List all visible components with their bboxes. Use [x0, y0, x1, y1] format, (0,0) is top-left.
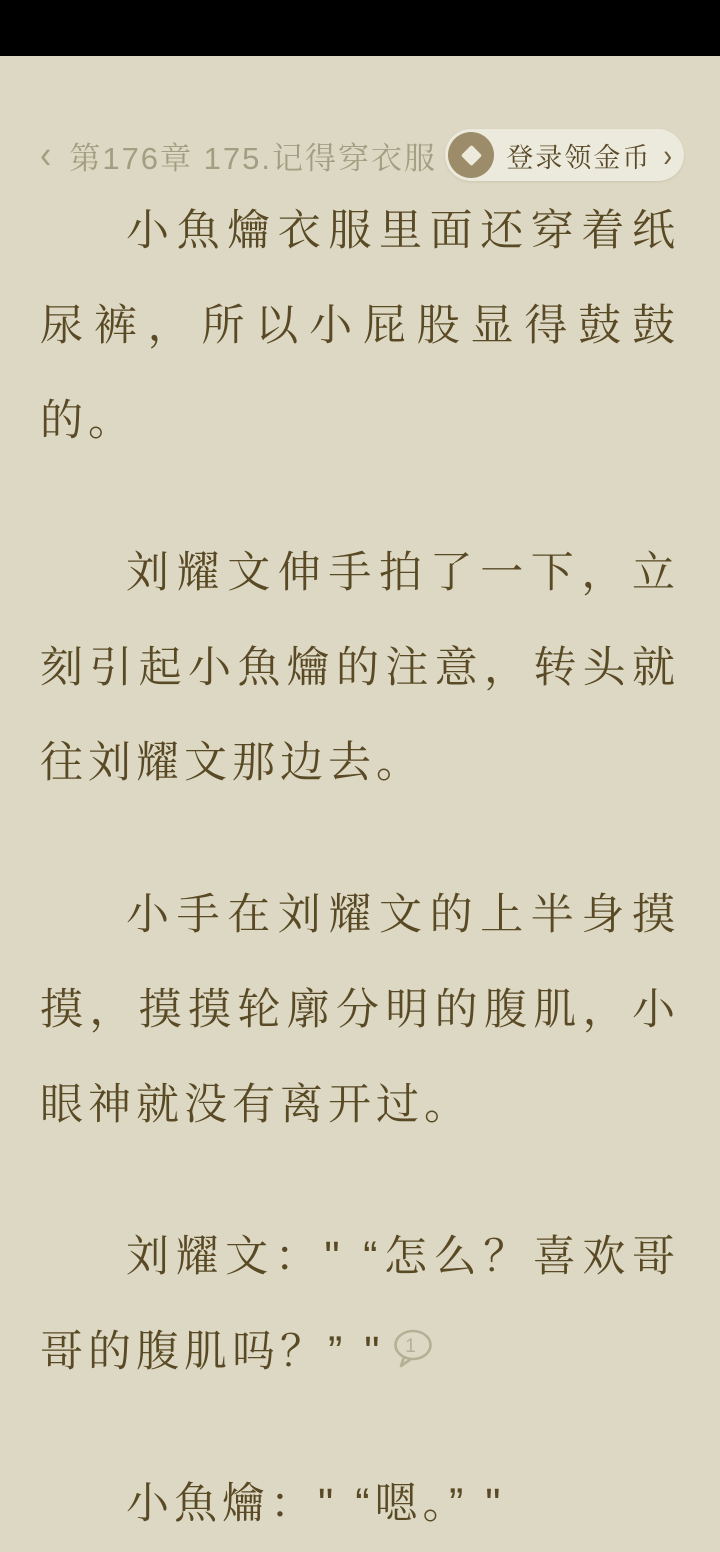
back-chevron-icon: ‹	[40, 133, 54, 177]
reader-content	[0, 184, 720, 1552]
login-reward-button[interactable]	[445, 129, 684, 181]
status-bar	[0, 0, 720, 56]
back-button[interactable]	[40, 133, 437, 178]
chapter-title: 第176章 175.记得穿衣服	[69, 140, 437, 176]
paragraph	[40, 1210, 680, 1400]
coin-diamond-hole-icon	[461, 144, 482, 165]
chevron-right-icon: ›	[663, 137, 672, 173]
comment-count: 1	[404, 1336, 421, 1357]
nav-bar	[0, 128, 720, 182]
paragraph-text: 刘耀文：" “怎么？喜欢哥哥的腹肌吗？” "	[40, 1233, 680, 1376]
paragraph: 小手在刘耀文的上半身摸摸，摸摸轮廓分明的腹肌，小眼神就没有离开过。	[40, 891, 680, 1129]
gold-coin-icon	[448, 132, 494, 178]
paragraph: 小魚爚：" “嗯。” "	[126, 1480, 506, 1528]
paragraph: 小魚爚衣服里面还穿着纸尿裤，所以小屁股显得鼓鼓的。	[40, 207, 680, 445]
paragraph: 刘耀文伸手拍了一下，立刻引起小魚爚的注意，转头就往刘耀文那边去。	[40, 549, 680, 787]
login-reward-label: 登录领金币	[506, 142, 652, 173]
comment-count-button[interactable]	[391, 1328, 437, 1370]
